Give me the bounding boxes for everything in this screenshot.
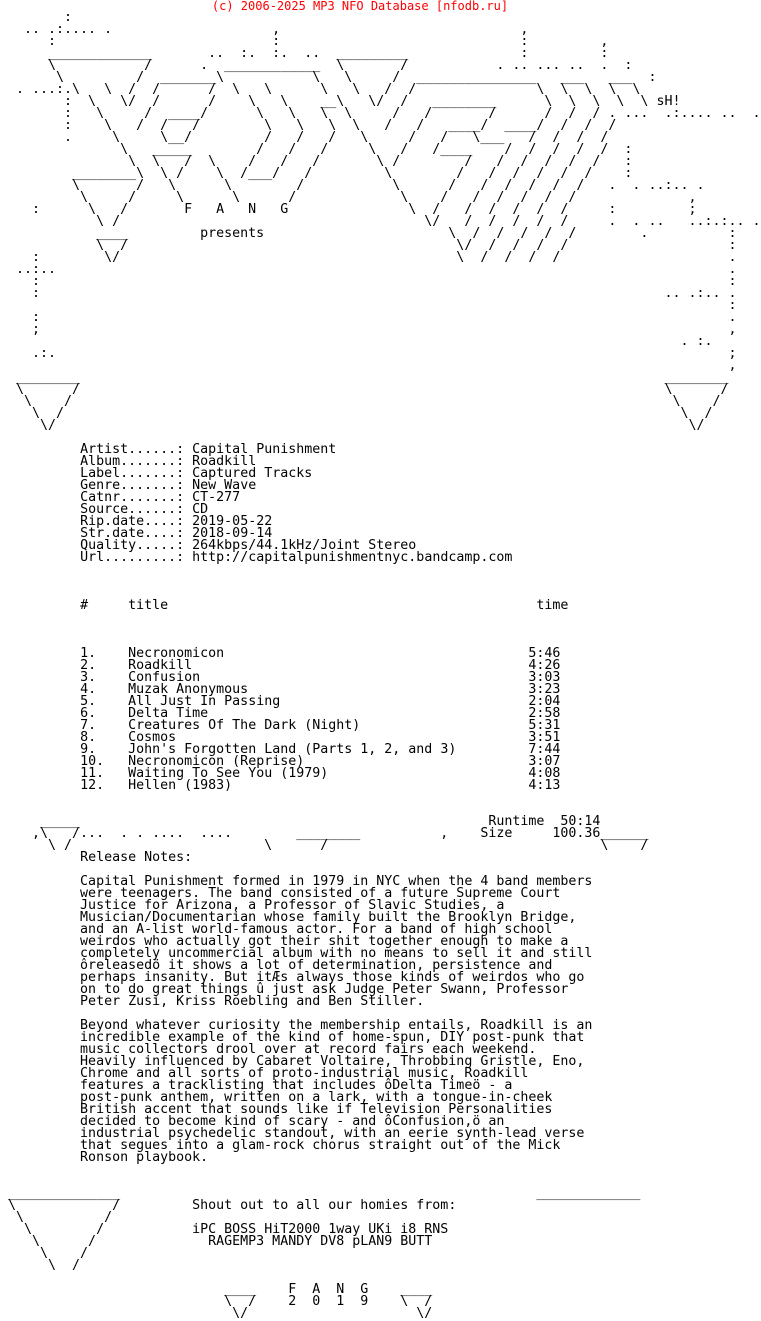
track-title: Roadkill — [128, 658, 529, 673]
tracklist-number-header: # — [80, 598, 89, 613]
footer-name: F A N G — [288, 1282, 369, 1297]
detail-value: CT-277 — [192, 490, 241, 505]
detail-value: Captured Tracks — [192, 466, 313, 481]
detail-value: 2018-09-14 — [192, 526, 273, 541]
fang-ascii-logo: : .. .:.... . , , : : : , _____________ .. :. :. .. _________ : : \ / . ____________ \ / . .. ... .. . : \ / _______\ \ \ / _______________ ___ ___ : . ...:.\ \ / / / \ \ \ \ / / \ \ \ \ \ : \ \/ / / \ \ __\ \/ / ________ \ \ \ \ \ sH! : \ / ____/ \ \ \ \ / / / / / / . ... .:.... .. . : \ / / / \ \ \ \ / / ____/ ____/ / / / . \ \__/ / / / \ / / \___ / / / / \ _____ / / / \ / /____ / / / / / : \ \ / \ / / / \ / / / / / / / : ________\ \ / \ /___/ / \ / / / / / / : \ / \ \ / \ / / / / / / . . ..:.. . \ / \ \ / \ / / / / / / , : \ / F A N G \ / / / / / / : ; \ / \/ / / / / / . . .. ..:.:.. . ____ presents \ / / / / / . : \ / \/ / / / / : : \/ \ / / / / . ..:.. . : : : .. .:.. . : : . ; , . :. .:. ; , ________ ________ \ / \ / \ / \ / \ / \ / \/ \/ — [16, 10, 761, 433]
track-title: Muzak Anonymous — [128, 682, 529, 697]
size-label: Size — [480, 826, 513, 841]
track-time: 3:23 — [528, 682, 561, 697]
track-title: John's Forgotten Land (Parts 1, 2, and 3) — [128, 742, 529, 757]
release-notes-paragraph: Capital Punishment formed in 1979 in NYC when the 4 band members were teenagers. The band consisted of a future Supreme Court Justice for Arizona, a Professor of Slavic Studies, a Musician/Documentarian whose family built the Brooklyn Bridge, and an A-list world-famous actor. For a band of high school weirdos who actually got their shit together enough to make a completely uncommercial album with no means to sell it and still ôreleasedö it shows a lot of determination, persistence and perhaps insanity. But itÆs always those kinds of weirdos who go on to do great things û just ask Judge Peter Swann, Professor Peter Zusi, Kriss Roebling and Ben Stiller. — [80, 874, 593, 1009]
track-title: Delta Time — [128, 706, 529, 721]
detail-label: Str.date....: — [80, 526, 185, 541]
track-time: 4:26 — [528, 658, 561, 673]
detail-label: Url.........: — [80, 550, 185, 565]
track-time: 7:44 — [528, 742, 561, 757]
release-notes-paragraph: Beyond whatever curiosity the membership entails, Roadkill is an incredible example of the kind of home-spun, DIY post-punk that music collectors drool over at record fairs each weekend. Heavily influenced by Cabaret Voltaire, Throbbing Gristle, Eno, Chrome and all sorts of proto-industrial music, Roadkill features a tracklisting that includes ôDelta Timeö - a post-punk anthem, written on a lark, with a tongue-in-cheek British accent that sounds like if Television Personalities decided to become kind of scary - and ôConfusion,ö an industrial psychedelic standout, with an eerie synth-lead verse that segues into a glam-rock chorus straight out of the Mick Ronson playbook. — [80, 1018, 593, 1165]
track-time: 3:07 — [528, 754, 561, 769]
detail-value: 2019-05-22 — [192, 514, 273, 529]
track-time: 2:58 — [528, 706, 561, 721]
runtime-value: 50:14 — [560, 814, 601, 829]
track-time: 4:08 — [528, 766, 561, 781]
site-banner: (c) 2006-2025 MP3 NFO Database [nfodb.ru] — [211, 0, 509, 13]
detail-value: Roadkill — [192, 454, 257, 469]
detail-label: Rip.date....: — [80, 514, 185, 529]
track-title: Cosmos — [128, 730, 529, 745]
track-title: Necronomicon (Reprise) — [128, 754, 529, 769]
detail-value: New Wave — [192, 478, 257, 493]
detail-label: Genre.......: — [80, 478, 185, 493]
track-title: Hellen (1983) — [128, 778, 529, 793]
track-number: 7. — [80, 718, 129, 733]
track-number: 2. — [80, 658, 129, 673]
track-time: 5:31 — [528, 718, 561, 733]
detail-label: Source......: — [80, 502, 185, 517]
track-number: 4. — [80, 682, 129, 697]
detail-label: Album.......: — [80, 454, 185, 469]
track-number: 10. — [80, 754, 129, 769]
detail-label: Quality.....: — [80, 538, 185, 553]
track-number: 9. — [80, 742, 129, 757]
track-time: 3:03 — [528, 670, 561, 685]
track-number: 11. — [80, 766, 129, 781]
detail-label: Catnr.......: — [80, 490, 185, 505]
groups-line-1: iPC BOSS HiT2000 1way UKi i8 RNS — [192, 1222, 449, 1237]
runtime-label: Runtime — [488, 814, 545, 829]
track-title: Creatures Of The Dark (Night) — [128, 718, 529, 733]
track-number: 1. — [80, 646, 129, 661]
track-number: 3. — [80, 670, 129, 685]
detail-value: http://capitalpunishmentnyc.bandcamp.com — [192, 550, 513, 565]
track-number: 6. — [80, 706, 129, 721]
track-title: Confusion — [128, 670, 529, 685]
track-time: 3:51 — [528, 730, 561, 745]
tracklist-title-header: title — [128, 598, 169, 613]
track-title: All Just In Passing — [128, 694, 529, 709]
track-number: 5. — [80, 694, 129, 709]
groups-line-2: RAGEMP3 MANDY DV8 pLAN9 BUTT — [208, 1234, 433, 1249]
track-time: 5:46 — [528, 646, 561, 661]
track-time: 4:13 — [528, 778, 561, 793]
detail-label: Label.......: — [80, 466, 185, 481]
track-number: 8. — [80, 730, 129, 745]
nfo-document: : .. .:.... . , , : : : , _____________ .. :. :. .. _________ : : \ / . ____________ \ / . .. ... .. . : \ / _______\ \ \ / _______________ ___ ___ : . ...:.\ \ / / / \ \ \ \ / / \ \ \ \ \ : \ \/ / / \ \ __\ \/ / ________ \ \ \ \ \ sH! : \ / ____/ \ \ \ \ / / / / / / . ... .:.... .. . : \ / / / \ \ \ \ / / ____/ ____/ / / / . \ \__/ / / / \ / / \___ / / / / \ _____ / / / \ / /____ / / / / / : \ \ / \ / / / \ / / / / / / / : ________\ \ / \ /___/ / \ / / / / / / : \ / \ \ / \ / / / / / / . . ..:.. . \ / \ \ / \ / / / / / / , : \ / F A N G \ / / / / / / : ; \ / \/ / / / / / . . .. ..:.:.. . ____ presents \ / / / / / . : \ / \/ / / / / : : \/ \ / / / / . ..:.. . : : : .. .:.. . : : . ; , . :. .:. ; , ________ ________ \ / \ / \ / \ / \ / \ / \/ \/ Artist......: Capital Punishment Album.......: Roadkill Label.......: Captured Tracks Genre.......: New Wave Catnr.......: CT-277 Source......: CD Rip.date....: 2019-05-22 Str.date....: 2018-09-14 Quality.....: 264kbps/44.1kHz/Joint Stereo Url.........: http://capitalpunishmentnyc.bandcamp.com # title time 1. Necronomicon 5:46 2. Roadkill 4:26 3. Confusion 3:03 4. Muzak Anonymous 3:23 5. All Just In Passing 2:04 6. Delta Time 2:58 7. Creatures Of The Dark (Night) 5:31 8. Cosmos 3:51 9. John's Forgotten Land (Parts 1, 2, and 3) 7:44 10. Necronomicon (Reprise) 3:07 11. Waiting To See You (1979) 4:08 12. Hellen (1983) 4:13 _____ Runtime 50:14 ,\ /... . . .... .... ________ , Size 100.36______ \ / \ / \ / Release Notes: Capital Punishment formed in 1979 in NYC when the 4 band members were teenagers. The band consisted of a future Supreme Court Justice for Arizona, a Professor of Slavic Studies, a Musician/Documentarian whose family built the Brooklyn Bridge, and an A-list world-famous actor. For a band of high school weirdos who actually got their shit together enough to make a completely uncommercial album with no means to sell it and still ôreleasedö it shows a lot of determination, persistence and perhaps insanity. But itÆs always those kinds of weirdos who go on to do great things û just ask Judge Peter Swann, Professor Peter Zusi, Kriss Roebling and Ben Stiller. Beyond whatever curiosity the membership entails, Roadkill is an incredible example of the kind of home-spun, DIY post-punk that music collectors drool over at record fairs each weekend. Heavily influenced by Cabaret Voltaire, Throbbing Gristle, Eno, Chrome and all sorts of proto-industrial music, Roadkill features a tracklisting that includes ôDelta Timeö - a post-punk anthem, written on a lark, with a tongue-in-cheek British accent that sounds like if Television Personalities decided to become kind of scary - and ôConfusion,ö an industrial psychedelic standout, with an eerie synth-lead verse that segues into a glam-rock chorus straight out of the Mick Ronson playbook. ______________ _____________ \ / Shout out to all our homies from: \ / \ / iPC BOSS HiT2000 1way UKi i8 RNS \ / RAGEMP3 MANDY DV8 pLAN9 BUTT \ / \ / ____ F A N G ____ \ / 2 0 1 9 \ / \/ \/ — [0, 10, 761, 1321]
detail-value: 264kbps/44.1kHz/Joint Stereo — [192, 538, 417, 553]
detail-label: Artist......: — [80, 442, 185, 457]
size-value: 100.36 — [552, 826, 601, 841]
footer-year: 2 0 1 9 — [288, 1294, 369, 1309]
track-title: Necronomicon — [128, 646, 529, 661]
release-notes-title: Release Notes: — [80, 850, 193, 865]
track-number: 12. — [80, 778, 129, 793]
shoutout-title: Shout out to all our homies from: — [192, 1198, 457, 1213]
detail-value: CD — [192, 502, 209, 517]
tracklist-time-header: time — [536, 598, 569, 613]
track-time: 2:04 — [528, 694, 561, 709]
track-title: Waiting To See You (1979) — [128, 766, 529, 781]
detail-value: Capital Punishment — [192, 442, 337, 457]
